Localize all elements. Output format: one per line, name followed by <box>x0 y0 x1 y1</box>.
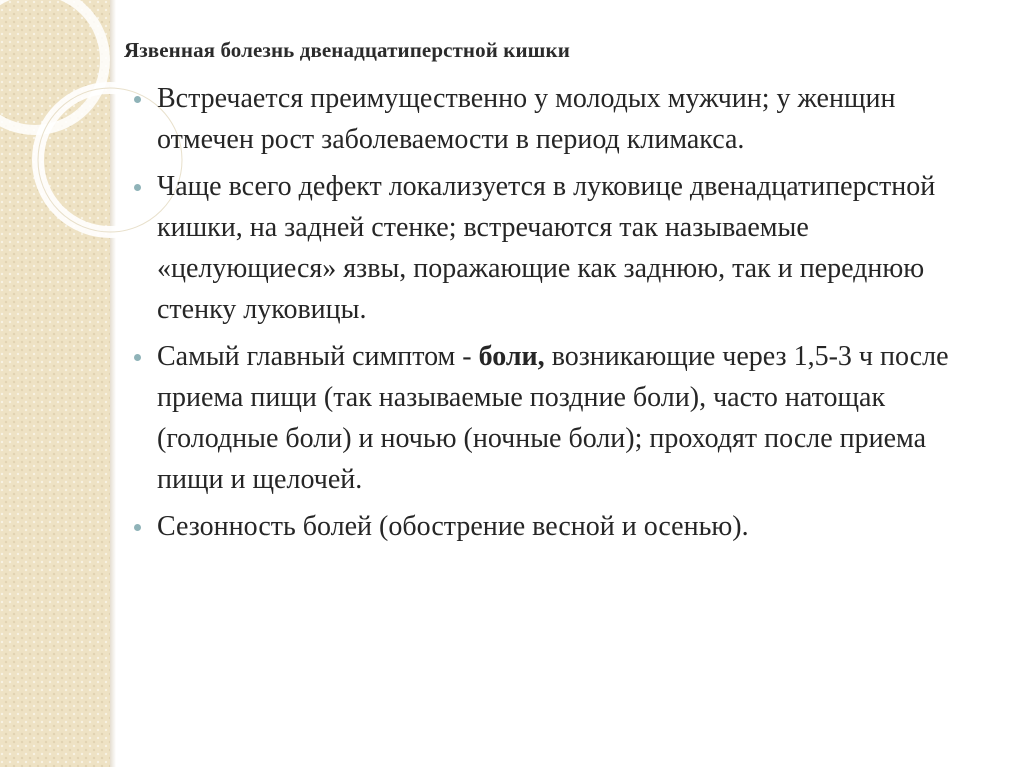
bullet-dot-icon <box>134 354 141 361</box>
bullet-text-suffix: возникающие через 1,5-3 ч после приема пищи (так называемые поздние боли), часто натощак (голодные боли) и ночью (ночные боли); проходят после приема пищи и щелочей. <box>157 341 949 495</box>
bullet-item <box>130 506 990 547</box>
bullet-dot-icon <box>134 184 141 191</box>
slide-title: Язвенная болезнь двенадцатиперстной кишки <box>124 38 570 62</box>
bullet-text: Чаще всего дефект локализуется в луковице двенадцатиперстной кишки, на задней стенке; встречаются так называемые «целующиеся» язвы, поражающие как заднюю, так и переднюю стенку луковицы. <box>157 171 936 325</box>
bullet-text-bold: боли, <box>478 341 545 372</box>
bullet-item <box>130 166 990 330</box>
bullet-dot-icon <box>134 524 141 531</box>
bullet-list <box>130 78 990 553</box>
bullet-text: Встречается преимущественно у молодых мужчин; у женщин отмечен рост заболеваемости в период климакса. <box>157 83 896 155</box>
bullet-item <box>130 336 990 500</box>
bullet-text-prefix: Самый главный симптом - <box>157 341 479 372</box>
bullet-dot-icon <box>134 96 141 103</box>
bullet-item <box>130 78 990 160</box>
bullet-text: Сезонность болей (обострение весной и осенью). <box>157 511 749 542</box>
